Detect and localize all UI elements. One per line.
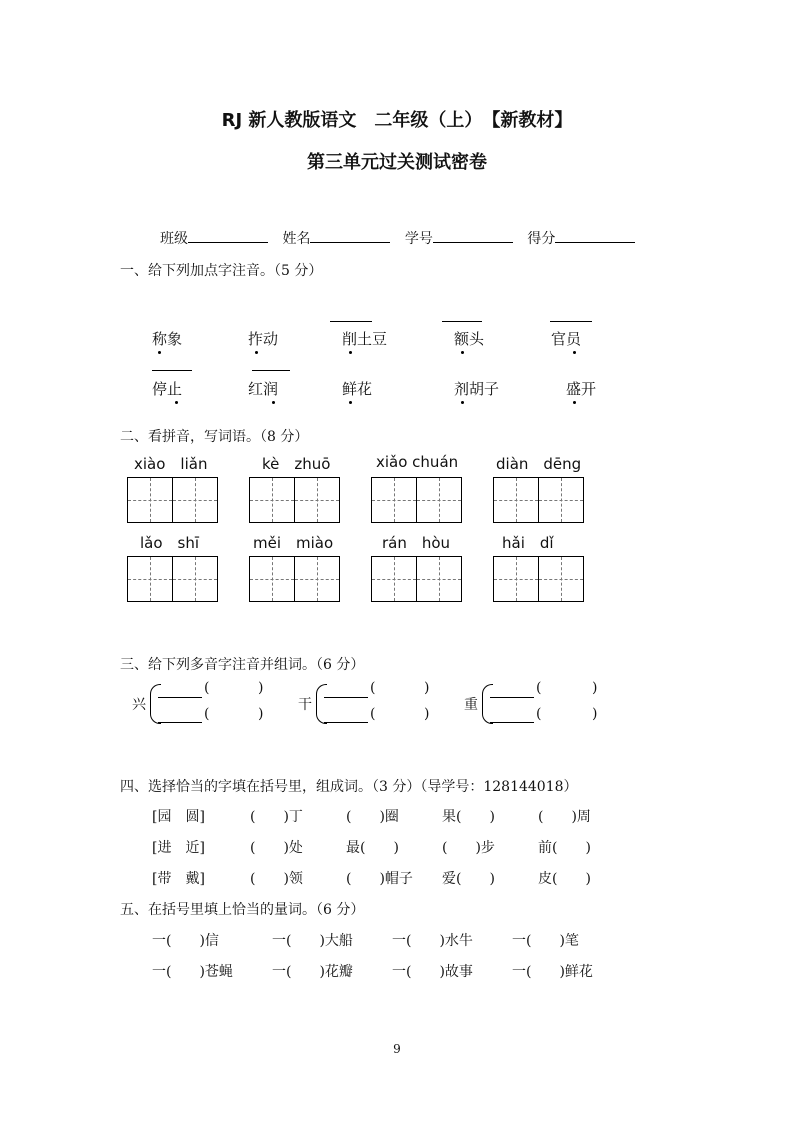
measure-item[interactable]: 一( )信 xyxy=(152,933,219,949)
emphasis-dot xyxy=(573,351,576,354)
paren-open: ( xyxy=(536,706,542,722)
name-blank[interactable] xyxy=(310,228,390,243)
paren-open: ( xyxy=(536,680,542,696)
fill-item[interactable]: 果( ) xyxy=(442,809,495,825)
writing-grid[interactable] xyxy=(493,556,584,602)
paren-open: ( xyxy=(204,680,210,696)
measure-item[interactable]: 一( )大船 xyxy=(272,933,353,949)
measure-item[interactable]: 一( )花瓣 xyxy=(272,964,353,980)
paren-close: ) xyxy=(592,680,598,696)
q2-title: 二、看拼音，写词语。（8 分） xyxy=(120,429,309,445)
q3-title: 三、给下列多音字注音并组词。（6 分） xyxy=(120,657,365,673)
student-number-blank[interactable] xyxy=(433,228,513,243)
paren-close: ) xyxy=(258,680,264,696)
word-blank[interactable] xyxy=(324,697,368,698)
q1-word: 剂胡子 xyxy=(454,380,500,398)
writing-grid[interactable] xyxy=(127,477,218,523)
brace xyxy=(482,684,493,724)
q1-word: 红润 xyxy=(248,380,279,398)
class-blank[interactable] xyxy=(188,228,268,243)
q1-word: 称象 xyxy=(152,330,183,348)
fill-item[interactable]: ( )领 xyxy=(250,871,303,887)
paren-open: ( xyxy=(370,680,376,696)
emphasis-dot xyxy=(272,401,275,404)
writing-grid[interactable] xyxy=(249,477,340,523)
student-number-label: 学号 xyxy=(404,231,433,247)
fill-item[interactable]: ( )圈 xyxy=(346,809,399,825)
writing-grid[interactable] xyxy=(249,556,340,602)
fill-item[interactable]: ( )帽子 xyxy=(346,871,413,887)
q1-word: 削土豆 xyxy=(342,330,388,348)
writing-grid[interactable] xyxy=(371,477,462,523)
polyphone-char: 干 xyxy=(298,697,312,713)
fill-item[interactable]: ( )步 xyxy=(442,840,495,856)
word-blank[interactable] xyxy=(490,722,534,723)
brace xyxy=(316,684,327,724)
q5-title: 五、在括号里填上恰当的量词。（6 分） xyxy=(120,902,365,918)
fill-item[interactable]: 最( ) xyxy=(346,840,399,856)
class-label: 班级 xyxy=(160,231,188,247)
emphasis-dot xyxy=(349,351,352,354)
fill-item[interactable]: 爱( ) xyxy=(442,871,495,887)
emphasis-dot xyxy=(461,351,464,354)
fill-item[interactable]: 皮( ) xyxy=(538,871,591,887)
pinyin-label: hǎi dǐ xyxy=(502,534,554,552)
q1-word: 拃动 xyxy=(248,330,279,348)
pinyin-label: kè zhuō xyxy=(262,455,331,473)
q1-word: 停止 xyxy=(152,380,183,398)
q1-word: 盛开 xyxy=(566,380,597,398)
measure-item[interactable]: 一( )水牛 xyxy=(392,933,473,949)
emphasis-dot xyxy=(158,351,161,354)
page-number: 9 xyxy=(393,1042,401,1056)
writing-grid[interactable] xyxy=(371,556,462,602)
measure-item[interactable]: 一( )故事 xyxy=(392,964,473,980)
char-pair: [进 近] xyxy=(152,840,205,856)
emphasis-dot xyxy=(461,401,464,404)
paren-open: ( xyxy=(204,706,210,722)
polyphone-char: 兴 xyxy=(132,697,146,713)
word-blank[interactable] xyxy=(324,722,368,723)
pinyin-label: měi miào xyxy=(253,534,334,552)
char-pair: [带 戴] xyxy=(152,871,205,887)
pinyin-blank[interactable] xyxy=(152,370,192,371)
writing-grid[interactable] xyxy=(493,477,584,523)
q1-word: 鲜花 xyxy=(342,380,373,398)
fill-item[interactable]: ( )周 xyxy=(538,809,591,825)
writing-grid[interactable] xyxy=(127,556,218,602)
emphasis-dot xyxy=(573,401,576,404)
emphasis-dot xyxy=(349,401,352,404)
q4-title: 四、选择恰当的字填在括号里，组成词。（3 分）（导学号：128144018） xyxy=(120,779,578,795)
pinyin-blank[interactable] xyxy=(330,321,372,322)
page-subtitle: 第三单元过关测试密卷 xyxy=(307,152,487,173)
paren-close: ) xyxy=(592,706,598,722)
measure-item[interactable]: 一( )苍蝇 xyxy=(152,964,233,980)
pinyin-label: lǎo shī xyxy=(140,534,200,552)
pinyin-label: xiào liǎn xyxy=(134,455,208,473)
pinyin-blank[interactable] xyxy=(550,321,592,322)
paren-close: ) xyxy=(424,706,430,722)
score-blank[interactable] xyxy=(555,228,635,243)
pinyin-label: rán hòu xyxy=(382,534,451,552)
brace xyxy=(150,684,161,724)
pinyin-blank[interactable] xyxy=(442,321,482,322)
paren-open: ( xyxy=(370,706,376,722)
word-blank[interactable] xyxy=(158,697,202,698)
q1-word: 额头 xyxy=(454,330,485,348)
word-blank[interactable] xyxy=(158,722,202,723)
pinyin-label: xiǎo chuán xyxy=(376,453,459,471)
paren-close: ) xyxy=(258,706,264,722)
fill-item[interactable]: ( )丁 xyxy=(250,809,303,825)
measure-item[interactable]: 一( )笔 xyxy=(512,933,579,949)
fill-item[interactable]: ( )处 xyxy=(250,840,303,856)
pinyin-label: diàn dēng xyxy=(496,455,582,473)
fill-item[interactable]: 前( ) xyxy=(538,840,591,856)
word-blank[interactable] xyxy=(490,697,534,698)
pinyin-blank[interactable] xyxy=(252,370,290,371)
measure-item[interactable]: 一( )鲜花 xyxy=(512,964,593,980)
page-title: RJ 新人教版语文 二年级（上） 【新教材】 xyxy=(221,110,573,131)
q1-word: 官员 xyxy=(551,330,582,348)
info-row xyxy=(160,228,635,248)
q1-title: 一、给下列加点字注音。（5 分） xyxy=(120,263,323,279)
polyphone-char: 重 xyxy=(464,697,478,713)
score-label: 得分 xyxy=(527,231,556,247)
emphasis-dot xyxy=(255,351,258,354)
name-label: 姓名 xyxy=(282,231,311,247)
paren-close: ) xyxy=(424,680,430,696)
emphasis-dot xyxy=(175,401,178,404)
char-pair: [园 圆] xyxy=(152,809,205,825)
